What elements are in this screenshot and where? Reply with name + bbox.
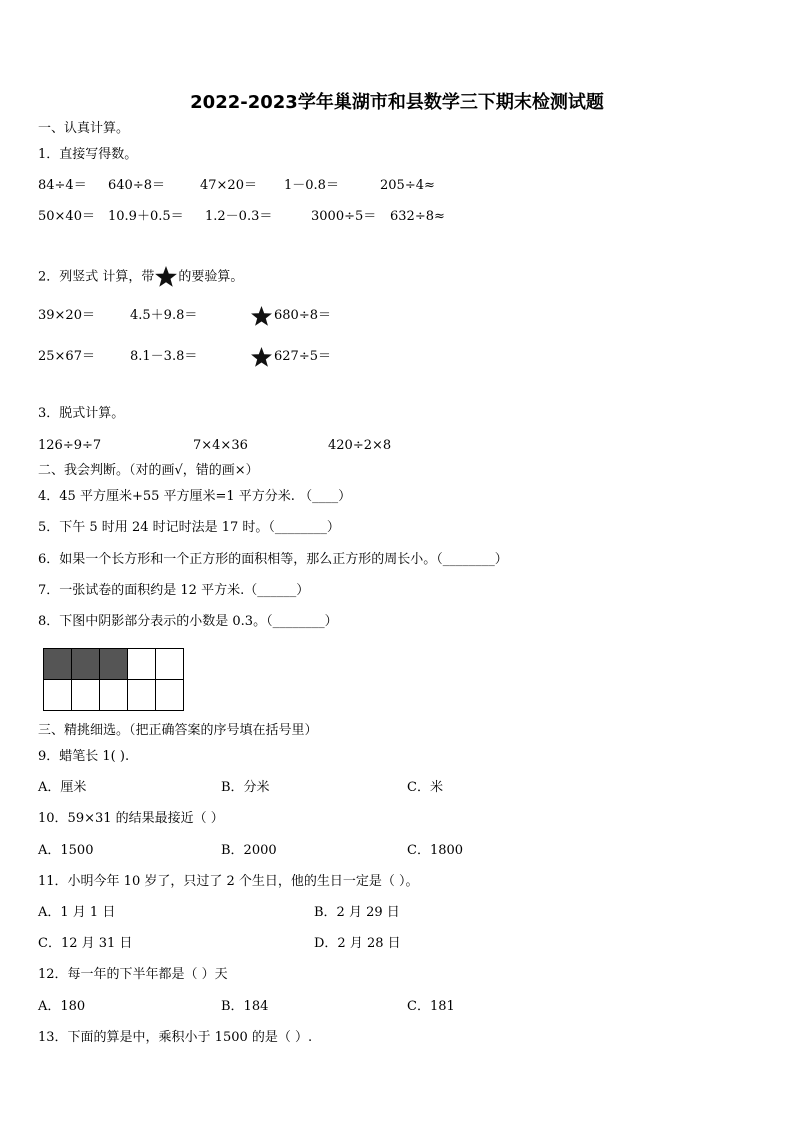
- calc-item: 4.5＋9.8＝: [130, 308, 198, 323]
- option-c: C．1800: [407, 843, 464, 858]
- star-icon: [250, 346, 273, 373]
- question-3: 3．脱式计算。: [38, 406, 125, 421]
- calc-item: 680÷8＝: [274, 308, 331, 323]
- calc-item: 205÷4≈: [380, 178, 435, 193]
- option-a: A．1 月 1 日: [38, 905, 116, 920]
- grid-cell-shaded: [100, 649, 128, 680]
- calc-item: 39×20＝: [38, 308, 95, 323]
- question-2-text-after: 的要验算。: [178, 269, 244, 285]
- question-9: 9．蜡笔长 1( ).: [38, 749, 130, 764]
- calc-item: 3000÷5＝: [311, 209, 377, 224]
- option-b: B．184: [221, 999, 269, 1014]
- question-10: 10．59×31 的结果最接近（ ）: [38, 811, 224, 826]
- grid-cell: [128, 649, 156, 680]
- calc-item: 632÷8≈: [390, 209, 445, 224]
- calc-item: 1－0.8＝: [284, 178, 339, 193]
- calc-item: 627÷5＝: [274, 349, 331, 364]
- option-a: A．厘米: [38, 780, 87, 795]
- calc-item: 420÷2×8: [328, 438, 392, 453]
- question-2: [38, 265, 243, 289]
- option-b: B．2000: [221, 843, 277, 858]
- option-a: A．1500: [38, 843, 94, 858]
- question-11: 11．小明今年 10 岁了，只过了 2 个生日，他的生日一定是（ ）。: [38, 874, 419, 889]
- calc-item: 10.9＋0.5＝: [108, 209, 184, 224]
- grid-cell: [128, 680, 156, 711]
- option-b: B．2 月 29 日: [314, 905, 400, 920]
- calc-item: 126÷9÷7: [38, 438, 102, 453]
- question-13: 13．下面的算是中，乘积小于 1500 的是（ ）.: [38, 1030, 313, 1045]
- option-c: C．181: [407, 999, 455, 1014]
- calc-item: 50×40＝: [38, 209, 95, 224]
- grid-cell: [44, 680, 72, 711]
- grid-cell: [156, 680, 184, 711]
- option-c: C．米: [407, 780, 443, 795]
- section-3-heading: 三、精挑细选。（把正确答案的序号填在括号里）: [38, 723, 318, 738]
- question-5: 5．下午 5 时用 24 时记时法是 17 时。（________）: [38, 520, 340, 535]
- fraction-grid: [43, 648, 184, 711]
- star-icon: [250, 305, 273, 332]
- question-7: 7．一张试卷的面积约是 12 平方米.（______）: [38, 583, 310, 598]
- section-2-heading: 二、我会判断。（对的画√，错的画×）: [38, 463, 259, 478]
- grid-cell: [72, 680, 100, 711]
- calc-item: 1.2－0.3＝: [205, 209, 273, 224]
- calc-item: 84÷4＝: [38, 178, 87, 193]
- section-1-heading: 一、认真计算。: [38, 121, 130, 136]
- page-title: 2022-2023学年巢湖市和县数学三下期末检测试题: [190, 92, 604, 113]
- question-2-text-before: 2．列竖式 计算，带: [38, 269, 155, 285]
- option-d: D．2 月 28 日: [314, 936, 401, 951]
- question-1: 1．直接写得数。: [38, 147, 138, 162]
- grid-cell-shaded: [44, 649, 72, 680]
- calc-item: 47×20＝: [200, 178, 257, 193]
- calc-item: 8.1－3.8＝: [130, 349, 198, 364]
- grid-cell: [156, 649, 184, 680]
- option-c: C．12 月 31 日: [38, 936, 133, 951]
- calc-item: 7×4×36: [193, 438, 248, 453]
- question-4: 4．45 平方厘米+55 平方厘米=1 平方分米. （____）: [38, 489, 352, 504]
- question-6: 6．如果一个长方形和一个正方形的面积相等，那么正方形的周长小。（________）: [38, 552, 508, 567]
- calc-item: 640÷8＝: [108, 178, 165, 193]
- grid-cell: [100, 680, 128, 711]
- star-icon: [154, 265, 178, 289]
- question-8: 8．下图中阴影部分表示的小数是 0.3。（________）: [38, 614, 338, 629]
- grid-cell-shaded: [72, 649, 100, 680]
- option-b: B．分米: [221, 780, 270, 795]
- question-12: 12．每一年的下半年都是（ ）天: [38, 967, 228, 982]
- option-a: A．180: [38, 999, 86, 1014]
- calc-item: 25×67＝: [38, 349, 95, 364]
